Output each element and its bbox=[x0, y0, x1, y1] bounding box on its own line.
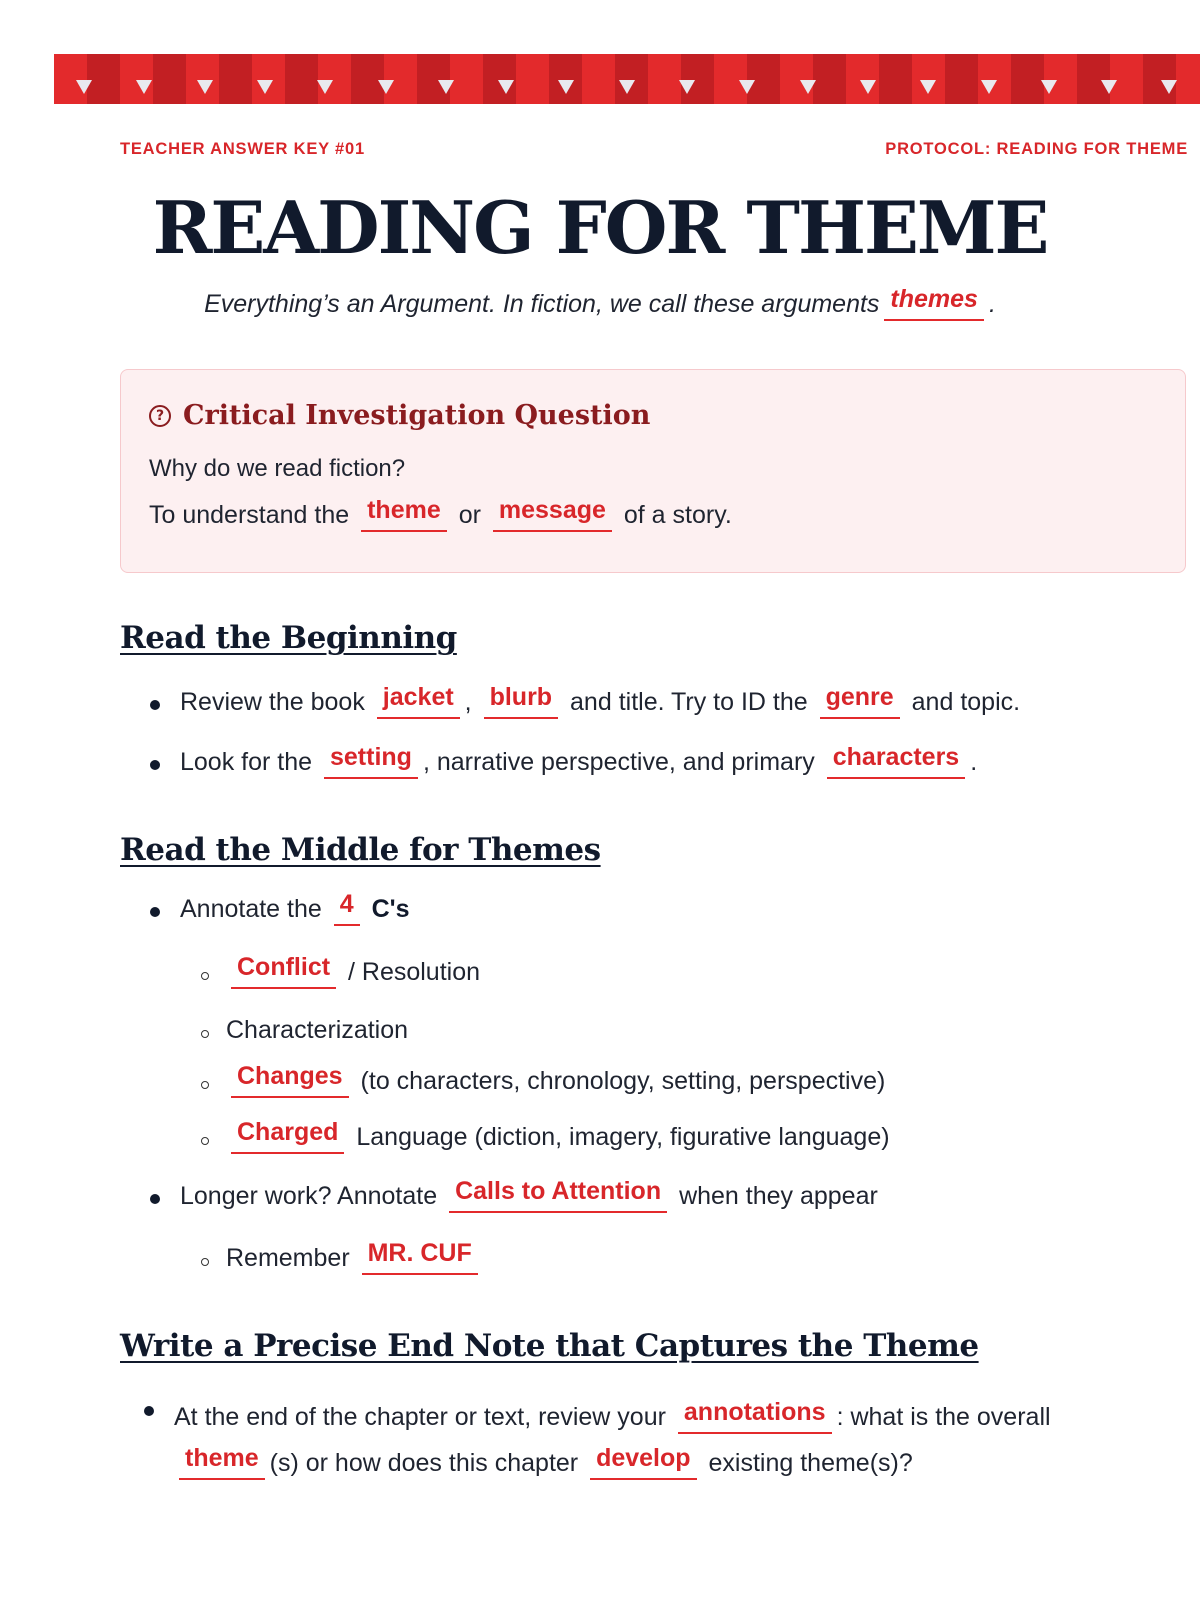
list-text: and title. Try to ID the bbox=[570, 688, 808, 716]
banner-triangle-icon bbox=[1161, 80, 1177, 94]
answer-blank: theme bbox=[179, 1446, 265, 1480]
answer-text: To understand the bbox=[149, 501, 350, 529]
beginning-list bbox=[180, 683, 1021, 784]
list-text: Remember bbox=[226, 1244, 350, 1272]
subtitle-end: . bbox=[988, 290, 996, 318]
answer-blank: blurb bbox=[484, 685, 559, 719]
banner-triangle-icon bbox=[619, 80, 635, 94]
sub-list-item bbox=[226, 1239, 483, 1280]
answer-text: or bbox=[458, 501, 481, 529]
list-text: / Resolution bbox=[348, 958, 481, 986]
sub-list-item bbox=[226, 1118, 890, 1159]
critical-question-box bbox=[120, 369, 1186, 573]
banner-triangle-icon bbox=[679, 80, 695, 94]
critical-question-answer bbox=[149, 496, 1157, 537]
list-text: , bbox=[464, 688, 472, 716]
middle-sublist bbox=[226, 953, 890, 1159]
middle-sublist-2 bbox=[226, 1239, 483, 1280]
question-circle-icon: ? bbox=[149, 405, 171, 427]
banner-triangle-icon bbox=[317, 80, 333, 94]
banner-triangle-icon bbox=[860, 80, 876, 94]
section-heading-end-note: Write a Precise End Note that Captures the Theme bbox=[120, 1328, 979, 1364]
answer-blank: Calls to Attention bbox=[449, 1179, 667, 1213]
list-text: At the end of the chapter or text, review your bbox=[174, 1403, 666, 1431]
banner-triangle-icon bbox=[438, 80, 454, 94]
answer-blank: annotations bbox=[678, 1400, 832, 1434]
list-item bbox=[174, 1394, 1134, 1486]
list-text: existing theme(s)? bbox=[708, 1449, 913, 1477]
list-text: (to characters, chronology, setting, perspective) bbox=[360, 1067, 886, 1095]
banner-triangle-icon bbox=[76, 80, 92, 94]
answer-blank: genre bbox=[820, 685, 900, 719]
list-text: (s) or how does this chapter bbox=[269, 1449, 579, 1477]
middle-list bbox=[180, 890, 410, 931]
list-text: C's bbox=[371, 895, 410, 923]
middle-list-2 bbox=[180, 1177, 878, 1218]
sub-list-item bbox=[226, 953, 890, 994]
answer-key-label: TEACHER ANSWER KEY #01 bbox=[120, 140, 365, 158]
answer-blank: develop bbox=[590, 1446, 696, 1480]
sub-list-item bbox=[226, 1062, 890, 1103]
list-text: Longer work? Annotate bbox=[180, 1182, 438, 1210]
banner-triangle-icon bbox=[197, 80, 213, 94]
critical-question-title-text: Critical Investigation Question bbox=[183, 400, 651, 431]
answer-blank: MR. CUF bbox=[362, 1241, 478, 1275]
banner-triangle-icon bbox=[257, 80, 273, 94]
section-heading-middle: Read the Middle for Themes bbox=[120, 832, 601, 868]
answer-blank: characters bbox=[827, 745, 965, 779]
critical-question-text: Why do we read fiction? bbox=[149, 455, 406, 482]
banner-triangle-icon bbox=[498, 80, 514, 94]
list-text: Characterization bbox=[226, 1016, 409, 1044]
subtitle bbox=[0, 285, 1200, 326]
list-text: Look for the bbox=[180, 748, 313, 776]
answer-blank: message bbox=[493, 498, 612, 532]
list-item bbox=[180, 1177, 878, 1218]
answer-blank: Changes bbox=[231, 1064, 349, 1098]
answer-blank: Charged bbox=[231, 1120, 344, 1154]
sub-list-item bbox=[226, 1016, 890, 1045]
banner-triangle-icon bbox=[378, 80, 394, 94]
list-item bbox=[180, 683, 1021, 724]
list-item bbox=[180, 743, 1020, 784]
banner-triangle-icon bbox=[920, 80, 936, 94]
banner-triangle-icon bbox=[981, 80, 997, 94]
subtitle-text: Everything’s an Argument. In fiction, we call these arguments bbox=[204, 290, 880, 318]
banner-triangle-icon bbox=[800, 80, 816, 94]
answer-blank: Conflict bbox=[231, 955, 336, 989]
answer-blank: jacket bbox=[377, 685, 460, 719]
page-title: READING FOR THEME bbox=[152, 185, 1048, 270]
list-text: : what is the overall bbox=[836, 1403, 1051, 1431]
answer-blank: 4 bbox=[334, 892, 360, 926]
end-note-list bbox=[174, 1394, 1134, 1486]
banner-triangle-icon bbox=[558, 80, 574, 94]
banner-triangle-icon bbox=[1101, 80, 1117, 94]
answer-blank: theme bbox=[361, 498, 447, 532]
protocol-label: PROTOCOL: READING FOR THEME bbox=[885, 140, 1188, 158]
list-text: Review the book bbox=[180, 688, 365, 716]
section-heading-beginning: Read the Beginning bbox=[120, 620, 457, 656]
answer-blank: themes bbox=[884, 287, 984, 321]
list-text: and topic. bbox=[911, 688, 1021, 716]
answer-text: of a story. bbox=[623, 501, 732, 529]
list-text: , narrative perspective, and primary bbox=[422, 748, 815, 776]
banner-triangle-icon bbox=[1041, 80, 1057, 94]
banner-triangle-icon bbox=[739, 80, 755, 94]
list-item bbox=[180, 890, 410, 931]
list-text: . bbox=[970, 748, 978, 776]
list-text: Language (diction, imagery, figurative language) bbox=[356, 1123, 890, 1151]
banner-triangle-icon bbox=[136, 80, 152, 94]
answer-blank: setting bbox=[324, 745, 418, 779]
decorative-banner bbox=[54, 54, 1200, 104]
list-text: Annotate the bbox=[180, 895, 322, 923]
critical-question-title bbox=[149, 400, 1157, 431]
list-text: when they appear bbox=[679, 1182, 878, 1210]
